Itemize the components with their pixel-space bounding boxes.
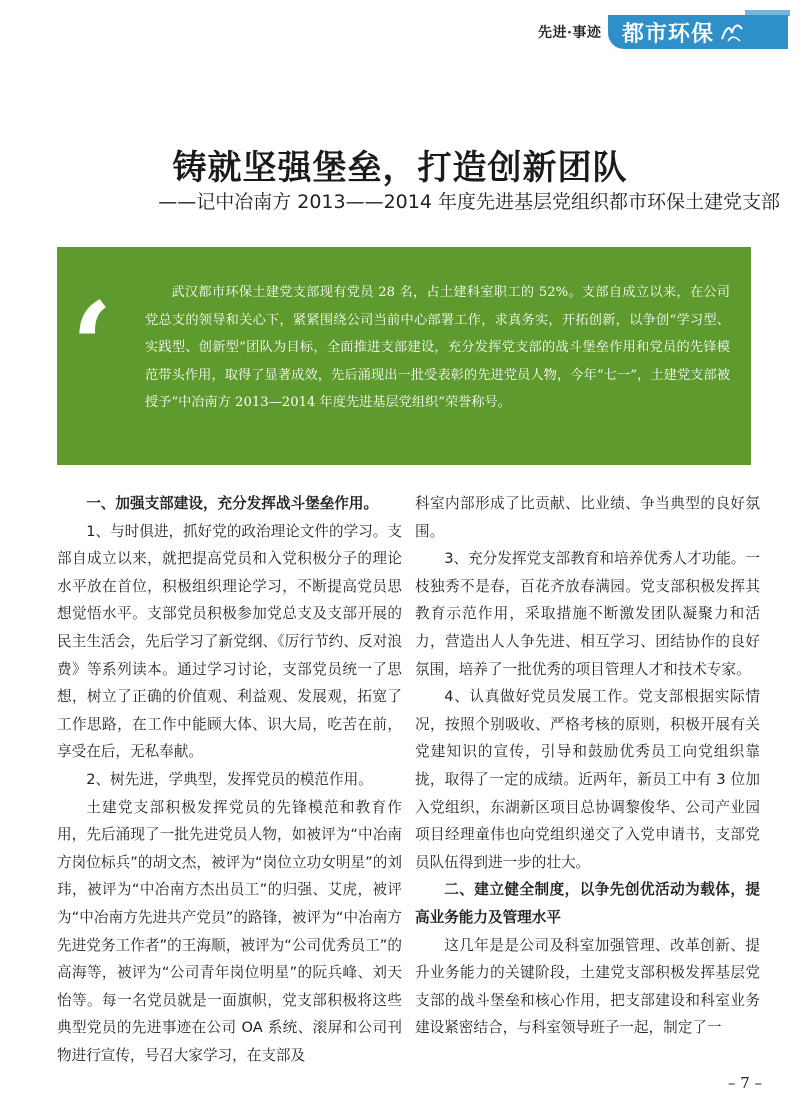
paragraph: 4、认真做好党员发展工作。党支部根据实际情况，按照个别吸收、严格考核的原则，积极开展有关党建知识的宣传，引导和鼓励优秀员工向党组织靠拢，取得了一定的成绩。近两年，新员工中有 3 位加入党组织，东湖新区项目总协调黎俊华、公司产业园项目经理童伟也向党组织递交了入党申请书，支部党员队伍得到进一步的壮大。 bbox=[415, 688, 760, 871]
intro-box bbox=[57, 247, 751, 465]
open-quote-icon: ‘ bbox=[71, 276, 113, 417]
section-label: 先进·事迹 bbox=[538, 25, 602, 41]
paragraph: 2、树先进，学典型，发挥党员的模范作用。 bbox=[86, 770, 373, 788]
article-subtitle: ——记中冶南方 2013——2014 年度先进基层党组织都市环保土建党支部 bbox=[158, 191, 780, 213]
paragraph-continuation: 科室内部形成了比贡献、比业绩、争当典型的良好氛围。 bbox=[415, 495, 760, 540]
page-number: – 7 – bbox=[728, 1074, 763, 1092]
section-heading: 一、加强支部建设，充分发挥战斗堡垒作用。 bbox=[86, 495, 379, 512]
column-badge bbox=[608, 15, 788, 49]
page-header bbox=[0, 0, 800, 60]
article-title: 铸就坚强堡垒，打造创新团队 bbox=[172, 148, 628, 188]
leaf-logo-icon bbox=[718, 19, 746, 45]
right-column bbox=[415, 490, 760, 1042]
paragraph: 1、与时俱进，抓好党的政治理论文件的学习。支部自成立以来，就把提高党员和入党积极分子的理论水平放在首位，积极组织理论学习，不断提高党员思想觉悟水平。支部党员积极参加党总支及支部开展的民主生活会，先后学习了新党纲、《厉行节约、反对浪费》等系列读本。通过学习讨论，支部党员统一了思想，树立了正确的价值观、利益观、发展观，拓宽了工作思路，在工作中能顾大体、识大局，吃苦在前，享受在后，无私奉献。 bbox=[57, 522, 402, 761]
column-name: 都市环保 bbox=[622, 21, 715, 47]
paragraph: 土建党支部积极发挥党员的先锋模范和教育作用，先后涌现了一批先进党员人物，如被评为“中冶南方岗位标兵”的胡文杰，被评为“岗位立功女明星”的刘玮，被评为“中冶南方杰出员工”的归强、艾虎，被评为“中冶南方先进共产党员”的路锋，被评为“中冶南方先进党务工作者”的王海顺，被评为“公司优秀员工”的高海等，被评为“公司青年岗位明星”的阮兵峰、刘天怡等。每一名党员就是一面旗帜，党支部积极将这些典型党员的先进事迹在公司 OA 系统、滚屏和公司刊物进行宣传，号召大家学习，在支部及 bbox=[57, 798, 402, 1064]
intro-text: 武汉都市环保土建党支部现有党员 28 名，占土建科室职工的 52%。支部自成立以来，在公司党总支的领导和关心下，紧紧围绕公司当前中心部署工作，求真务实，开拓创新，以争创“学习型、实践型、创新型”团队为目标，全面推进支部建设，充分发挥党支部的战斗堡垒作用和党员的先锋模范带头作用，取得了显著成效，先后涌现出一批受表彰的先进党员人物，今年“七一”，土建党支部被授予“中冶南方 2013—2014 年度先进基层党组织”荣誉称号。 bbox=[145, 285, 730, 410]
section-heading: 二、建立健全制度，以争先创优活动为载体，提高业务能力及管理水平 bbox=[415, 881, 760, 926]
paragraph: 这几年是是公司及科室加强管理、改革创新、提升业务能力的关键阶段，土建党支部积极发挥基层党支部的战斗堡垒和核心作用，把支部建设和科室业务建设紧密结合，与科室领导班子一起，制定了一 bbox=[415, 936, 760, 1037]
left-column bbox=[57, 490, 402, 1069]
paragraph: 3、充分发挥党支部教育和培养优秀人才功能。一枝独秀不是春，百花齐放春满园。党支部积极发挥其教育示范作用，采取措施不断激发团队凝聚力和活力，营造出人人争先进、相互学习、团结协作的良好氛围，培养了一批优秀的项目管理人才和技术专家。 bbox=[415, 550, 760, 678]
